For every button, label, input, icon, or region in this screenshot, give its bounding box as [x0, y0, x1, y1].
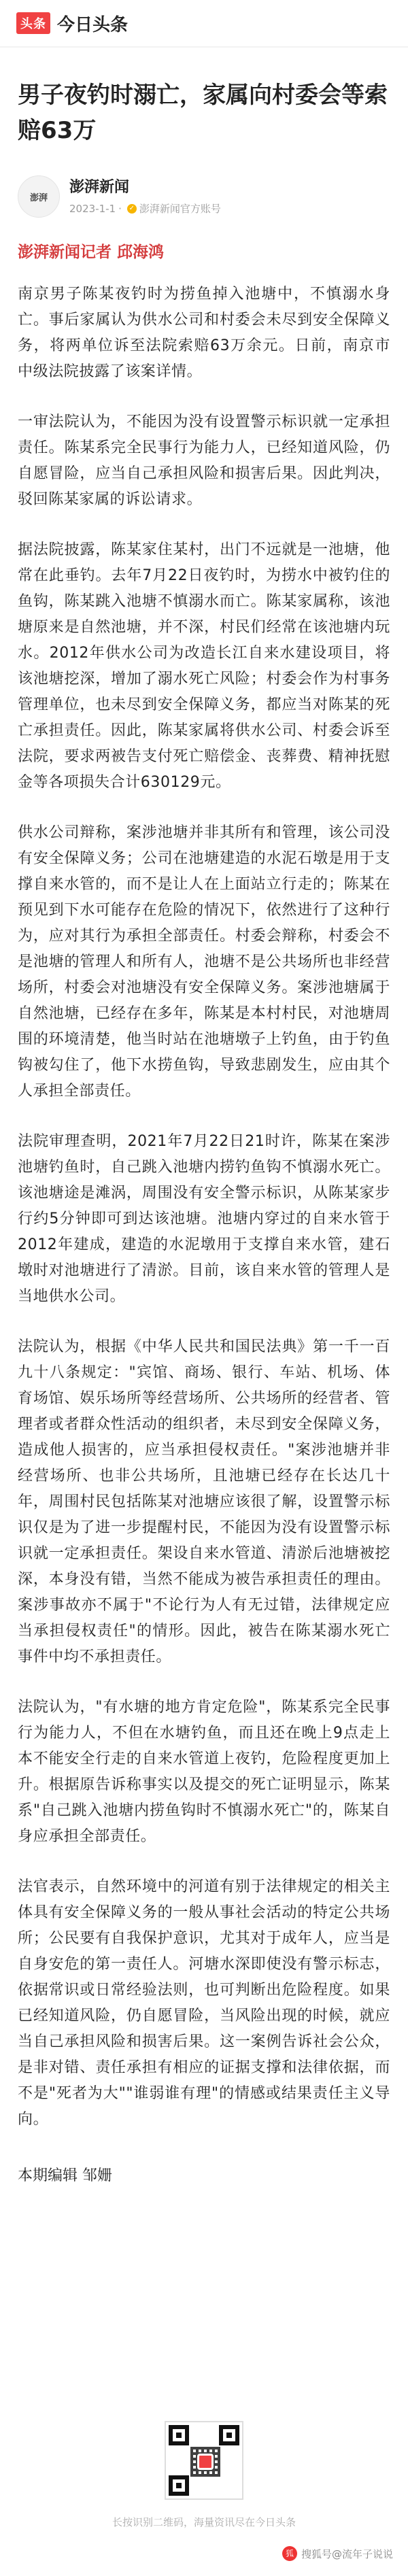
qr-caption: 长按识别二维码，海量资讯尽在今日头条: [112, 2516, 296, 2528]
sohu-logo-icon: 狐: [282, 2546, 297, 2561]
article-paragraph: 法院认为，"有水塘的地方肯定危险"，陈某系完全民事行为能力人，不但在水塘钓鱼，而且还在晚上9点走上本不能安全行走的自来水管道上夜钓，危险程度更加上升。根据原告诉称事实以及提交的死亡证明显示，陈某系"自己跳入池塘内捞鱼钩时不慎溺水死亡"的，陈某自身应承担全部责任。: [18, 1699, 390, 1845]
article: [0, 78, 408, 2188]
app-header: [0, 0, 408, 48]
author-info: [69, 177, 221, 216]
qr-logo-icon: [197, 2454, 214, 2470]
verified-badge-icon: ✓: [127, 204, 137, 214]
toutiao-logo-badge: 头条: [16, 12, 50, 34]
article-title: 男子夜钓时溺亡，家属向村委会等索赔63万: [18, 82, 388, 144]
qr-code[interactable]: [165, 2421, 243, 2500]
author-name[interactable]: 澎湃新闻: [69, 179, 130, 196]
article-paragraph: 供水公司辩称，案涉池塘并非其所有和管理，该公司没有安全保障义务；公司在池塘建造的水泥石墩是用于支撑自来水管的，而不是让人在上面站立行走的；陈某在预见到下水可能存在危险的情况下，依然进行了这种行为，应对其行为承担全部责任。村委会辩称，村委会不是池塘的管理人和所有人，池塘不是公共场所也非经营场所，村委会对池塘没有安全保障义务。案涉池塘属于自然池塘，已经存在多年，陈某是本村村民，对池塘周围的环境清楚，他当时站在池塘墩子上钓鱼，由于钓鱼钩被勾住了，他下水捞鱼钩，导致悲剧发生，应由其个人承担全部责任。: [18, 824, 390, 1100]
article-paragraph: 法官表示，自然环境中的河道有别于法律规定的相关主体具有安全保障义务的一般从事社会活动的特定公共场所；公民要有自我保护意识，尤其对于成年人，应当是自身安危的第一责任人。河塘水深即使没有警示标志，依据常识或日常经验法则，也可判断出危险程度。如果已经知道风险，仍自愿冒险，当风险出现的时候，就应当自己承担风险和损害后果。这一案例告诉社会公众，是非对错、责任承担有相应的证据支撑和法律依据，而不是"死者为大""谁弱谁有理"的情感或结果责任主义导向。: [18, 1878, 390, 2128]
author-row[interactable]: [18, 175, 390, 218]
watermark-text: 搜狐号@流年子说说: [301, 2547, 393, 2560]
article-paragraph: 法院审理查明，2021年7月22日21时许，陈某在案涉池塘钓鱼时，自己跳入池塘内捞钓鱼钩不慎溺水死亡。该池塘途是滩涡，周围没有安全警示标识，从陈某家步行约5分钟即可到达该池塘。池塘内穿过的自来水管于2012年建成，建造的水泥墩用于支撑自来水管，建石墩时对池塘进行了清淤。目前，该自来水管的管理人是当地供水公司。: [18, 1133, 390, 1305]
qr-finder-pattern: [169, 2475, 189, 2496]
qr-finder-pattern: [169, 2425, 189, 2445]
article-paragraph: 法院认为，根据《中华人民共和国民法典》第一千一百九十八条规定："宾馆、商场、银行、车站、机场、体育场馆、娱乐场所等经营场所、公共场所的经营者、管理者或者群众性活动的组织者，未尽到安全保障义务，造成他人损害的，应当承担侵权责任。"案涉池塘并非经营场所、也非公共场所，且池塘已经存在长达几十年，周围村民包括陈某对池塘应该很了解，设置警示标识仅是为了进一步提醒村民，不能因为没有设置警示标识就一定承担责任。架设自来水管道、清淤后池塘被挖深，本身没有错，当然不能成为被告承担责任的理由。案涉事故亦不属于"不论行为人有无过错，法律规定应当承担侵权责任"的情形。因此，被告在陈某溺水死亡事件中均不承担责任。: [18, 1338, 390, 1665]
author-org: 澎湃新闻官方账号: [139, 203, 221, 215]
article-paragraph: 据法院披露，陈某家住某村，出门不远就是一池塘，他常在此垂钓。去年7月22日夜钓时，为捞水中被钓住的鱼钩，陈某跳入池塘不慎溺水而亡。陈某家属称，该池塘原来是自然池塘，并不深，村民们经常在该池塘内玩水。2012年供水公司为改造长江自来水建设项目，将该池塘挖深，增加了溺水死亡风险；村委会作为村事务管理单位，也未尽到安全保障义务，都应当对陈某的死亡承担责任。因此，陈某家属将供水公司、村委会诉至法院，要求两被告支付死亡赔偿金、丧葬费、精神抚慰金等各项损失合计630129元。: [18, 541, 390, 791]
publish-date: 2023-1-1: [69, 203, 116, 215]
author-avatar[interactable]: 澎湃: [18, 175, 60, 218]
qr-finder-pattern: [219, 2425, 239, 2445]
reporter-byline: 澎湃新闻记者 邱海鸿: [18, 243, 165, 261]
app-name: 今日头条: [57, 14, 129, 35]
editor-credit: 本期编辑 邹姗: [18, 2167, 112, 2184]
article-paragraph: 一审法院认为，不能因为没有设置警示标识就一定承担责任。陈某系完全民事行为能力人，已经知道风险，仍自愿冒险，应当自己承担风险和损害后果。因此判决，驳回陈某家属的诉讼请求。: [18, 413, 390, 508]
watermark: [282, 2546, 393, 2561]
article-paragraph: 南京男子陈某夜钓时为捞鱼掉入池塘中，不慎溺水身亡。事后家属认为供水公司和村委会未尽到安全保障义务，将两单位诉至法院索赔63万余元。日前，南京市中级法院披露了该案详情。: [18, 286, 390, 380]
author-meta: [69, 202, 221, 216]
qr-section: [0, 2421, 408, 2529]
meta-separator: ·: [118, 203, 122, 215]
